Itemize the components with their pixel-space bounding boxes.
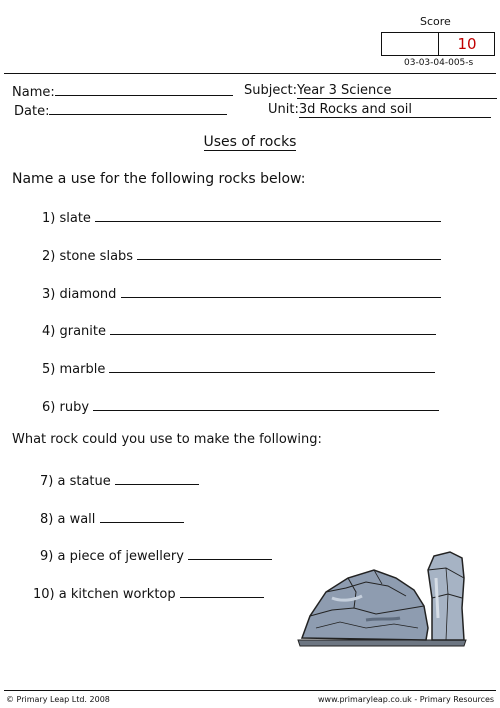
- question-number: 7): [40, 474, 54, 489]
- date-label: Date:: [14, 104, 50, 119]
- answer-line[interactable]: [95, 209, 441, 222]
- question-5: [42, 360, 435, 377]
- question-text: slate: [59, 211, 91, 226]
- question-number: 8): [40, 512, 54, 527]
- section2-instruction: What rock could you use to make the following:: [12, 432, 322, 447]
- question-number: 1): [42, 211, 56, 226]
- answer-line[interactable]: [188, 547, 272, 560]
- footer-divider: [4, 690, 496, 691]
- subject-field: [244, 83, 497, 99]
- question-text: a wall: [57, 512, 96, 527]
- question-number: 10): [33, 587, 55, 602]
- question-text: granite: [59, 324, 106, 339]
- question-number: 3): [42, 287, 56, 302]
- date-blank[interactable]: [49, 102, 227, 115]
- unit-field: [268, 102, 491, 118]
- question-number: 2): [42, 249, 56, 264]
- question-text: a statue: [57, 474, 111, 489]
- answer-line[interactable]: [121, 285, 441, 298]
- name-label: Name:: [12, 85, 55, 100]
- footer-copyright: © Primary Leap Ltd. 2008: [6, 695, 110, 704]
- question-1: [42, 209, 441, 226]
- unit-label: Unit:: [268, 102, 299, 117]
- score-label: Score: [420, 15, 451, 28]
- question-6: [42, 398, 439, 415]
- section1-instruction: Name a use for the following rocks below:: [12, 171, 306, 187]
- date-field: [14, 102, 227, 119]
- question-text: diamond: [59, 287, 117, 302]
- answer-line[interactable]: [110, 322, 436, 335]
- rocks-illustration-icon: [296, 548, 468, 648]
- header-divider: [4, 73, 496, 74]
- question-text: ruby: [59, 400, 90, 415]
- question-3: [42, 285, 441, 302]
- footer-website: www.primaryleap.co.uk - Primary Resources: [318, 695, 495, 704]
- answer-line[interactable]: [137, 247, 441, 260]
- question-number: 6): [42, 400, 56, 415]
- score-value: 10: [457, 35, 477, 53]
- score-box: [381, 32, 495, 56]
- question-text: marble: [59, 362, 106, 377]
- name-field: [12, 83, 233, 100]
- question-4: [42, 322, 436, 339]
- question-text: a kitchen worktop: [58, 587, 176, 602]
- subject-value: Year 3 Science: [297, 83, 497, 99]
- page-title: Uses of rocks: [203, 134, 297, 150]
- unit-value: 3d Rocks and soil: [299, 102, 491, 118]
- question-text: a piece of jewellery: [57, 549, 184, 564]
- answer-line[interactable]: [100, 510, 184, 523]
- question-number: 5): [42, 362, 56, 377]
- question-2: [42, 247, 441, 264]
- answer-line[interactable]: [93, 398, 439, 411]
- question-text: stone slabs: [59, 249, 134, 264]
- question-number: 4): [42, 324, 56, 339]
- question-number: 9): [40, 549, 54, 564]
- answer-line[interactable]: [115, 472, 199, 485]
- question-8: [40, 510, 184, 527]
- answer-line[interactable]: [109, 360, 435, 373]
- name-blank[interactable]: [55, 83, 233, 96]
- answer-line[interactable]: [180, 585, 264, 598]
- question-10: [33, 585, 264, 602]
- question-7: [40, 472, 199, 489]
- subject-label: Subject:: [244, 83, 297, 98]
- question-9: [40, 547, 272, 564]
- worksheet-code: 03-03-04-005-s: [404, 58, 474, 68]
